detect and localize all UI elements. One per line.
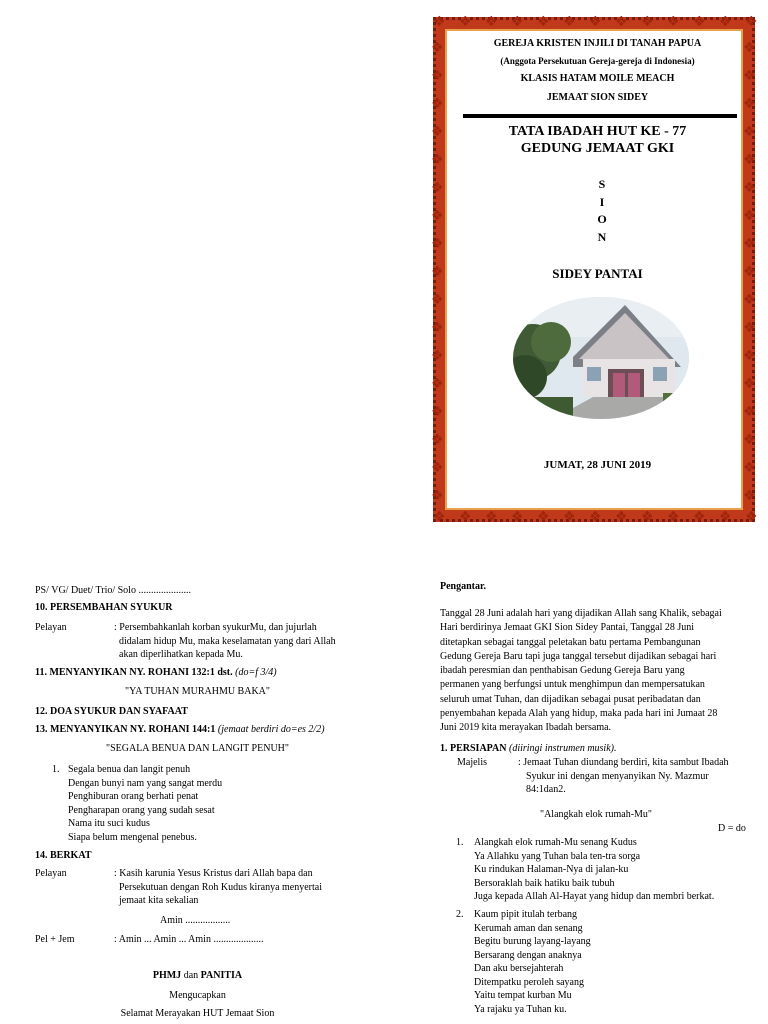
amin-response: : Amin ... Amin ... Amin .................... xyxy=(114,934,264,945)
frame-ornament-icon: ❖ xyxy=(431,124,444,140)
s14-role: Pelayan xyxy=(35,868,67,879)
verse-line: Penghiburan orang berhati penat xyxy=(68,791,199,802)
verse-line: Ya rajaku ya Tuhan ku. xyxy=(474,1003,567,1015)
s10-line-2: didalam hidup Mu, maka keselamatan yang dari Allah xyxy=(119,635,336,647)
closing-phmj: PHMJ xyxy=(152,970,182,981)
frame-ornament-icon: ❖ xyxy=(743,376,756,392)
cover-title-2: GEDUNG JEMAAT GKI xyxy=(520,141,675,156)
section-12-heading: 12. DOA SYUKUR DAN SYAFAAT xyxy=(35,706,188,717)
frame-ornament-icon: ❖ xyxy=(743,460,756,476)
frame-ornament-icon: ❖ xyxy=(563,14,576,30)
s14-line-3: jemaat kita sekalian xyxy=(119,895,199,906)
v1-number: 1. xyxy=(456,837,464,848)
pengantar-line: ibadah peresmian dan penthabisan Gedung Gereja Baru yang xyxy=(440,665,685,677)
verse-line: Bersarang dengan anaknya xyxy=(474,949,582,961)
s14-text xyxy=(114,867,364,908)
section-11-heading xyxy=(35,666,277,680)
song-key: D = do xyxy=(718,823,746,834)
pengantar-line: Hari berdirinya Jemaat GKI Sion Sidey Pantai, Tanggal 28 Juni xyxy=(440,622,695,634)
s13-note: (jemaat berdiri do=es 2/2) xyxy=(217,724,325,735)
frame-ornament-icon: ❖ xyxy=(459,509,472,525)
frame-ornament-icon: ❖ xyxy=(743,236,756,252)
s10-role: Pelayan xyxy=(35,622,67,633)
frame-ornament-icon: ❖ xyxy=(667,14,680,30)
frame-ornament-icon: ❖ xyxy=(431,180,444,196)
s14-line-2: Persekutuan dengan Roh Kudus kiranya menyertai xyxy=(119,881,323,893)
verse-line: Siapa belum mengenal penebus. xyxy=(68,831,197,843)
frame-ornament-icon: ❖ xyxy=(431,96,444,112)
pengantar-line: permanen yang berfungsi untuk menghimpun dan mempersatukan xyxy=(440,679,705,691)
pengantar-line: Juni 2019 kita merayakan Ibadah bersama. xyxy=(440,722,612,734)
pengantar-line: Tanggal 28 Juni adalah hari yang dijadikan Allah sang Khalik, sebagai xyxy=(440,608,722,619)
frame-ornament-icon: ❖ xyxy=(563,509,576,525)
frame-ornament-icon: ❖ xyxy=(431,348,444,364)
frame-ornament-icon: ❖ xyxy=(511,14,524,30)
verse-line: Nama itu suci kudus xyxy=(68,818,150,829)
frame-ornament-icon: ❖ xyxy=(431,68,444,84)
pengantar-heading: Pengantar. xyxy=(440,581,487,592)
frame-ornament-icon: ❖ xyxy=(431,292,444,308)
verse-line: Kaum pipit itulah terbang xyxy=(474,909,578,920)
letter-o: O xyxy=(597,212,607,226)
frame-ornament-icon: ❖ xyxy=(431,460,444,476)
verse-line: Bersoraklah baik hatiku baik tubuh xyxy=(474,877,615,889)
cover-title-1: TATA IBADAH HUT KE - 77 xyxy=(508,124,687,139)
frame-ornament-icon: ❖ xyxy=(589,509,602,525)
s1-note: (diiringi instrumen musik). xyxy=(508,743,617,754)
frame-ornament-icon: ❖ xyxy=(431,432,444,448)
closing-dan: dan xyxy=(183,970,199,981)
s14-role-2: Pel + Jem xyxy=(35,934,75,945)
verse-2 xyxy=(474,908,591,1016)
frame-ornament-icon: ❖ xyxy=(433,509,446,525)
frame-ornament-icon: ❖ xyxy=(743,264,756,280)
verse-line: Begitu burung layang-layang xyxy=(474,936,591,947)
frame-ornament-icon: ❖ xyxy=(485,509,498,525)
section-10-heading: 10. PERSEMBAHAN SYUKUR xyxy=(35,602,173,613)
frame-ornament-icon: ❖ xyxy=(743,180,756,196)
frame-ornament-icon: ❖ xyxy=(589,14,602,30)
letter-n: N xyxy=(597,229,607,244)
s1-role: Majelis xyxy=(457,757,487,768)
s10-line-3: akan diperlihatkan kepada Mu. xyxy=(119,649,243,660)
section-14-heading: 14. BERKAT xyxy=(35,850,92,861)
frame-ornament-icon: ❖ xyxy=(743,404,756,420)
song-title: "Alangkah elok rumah-Mu" xyxy=(539,809,653,820)
amin-line: Amin .................. xyxy=(160,915,231,926)
pengantar-paragraph xyxy=(440,607,752,736)
frame-ornament-icon: ❖ xyxy=(431,404,444,420)
frame-ornament-icon: ❖ xyxy=(743,208,756,224)
verse-line: Alangkah elok rumah-Mu senang Kudus xyxy=(474,837,637,848)
church-name: GEREJA KRISTEN INJILI DI TANAH PAPUA xyxy=(493,38,702,49)
frame-ornament-icon: ❖ xyxy=(537,14,550,30)
frame-ornament-icon: ❖ xyxy=(485,14,498,30)
pengantar-line: Gedung Gereja Baru tapi juga tanggal tersebut dijadikan sebagai hari xyxy=(440,650,717,662)
frame-ornament-icon: ❖ xyxy=(431,488,444,504)
verse-1 xyxy=(474,836,714,904)
s13-heading-text: 13. MENYANYIKAN NY. ROHANI 144:1 xyxy=(35,724,216,735)
klasis: KLASIS HATAM MOILE MEACH xyxy=(520,73,675,84)
church-photo xyxy=(513,297,689,419)
jemaat: JEMAAT SION SIDEY xyxy=(546,92,649,103)
frame-ornament-icon: ❖ xyxy=(743,320,756,336)
verse-line: Ku rindukan Halaman-Nya di jalan-ku xyxy=(474,864,629,875)
s13-verse-number: 1. xyxy=(52,764,60,775)
cover-date: JUMAT, 28 JUNI 2019 xyxy=(543,459,652,471)
verse-line: Dengan bunyi nam yang sangat merdu xyxy=(68,777,223,789)
v2-number: 2. xyxy=(456,909,464,920)
verse-line: Ya Allahku yang Tuhan bala ten-tra sorga xyxy=(474,850,641,862)
frame-ornament-icon: ❖ xyxy=(641,14,654,30)
frame-ornament-icon: ❖ xyxy=(743,292,756,308)
frame-ornament-icon: ❖ xyxy=(719,14,732,30)
frame-ornament-icon: ❖ xyxy=(511,509,524,525)
frame-ornament-icon: ❖ xyxy=(615,14,628,30)
s13-verse xyxy=(68,763,222,844)
frame-ornament-icon: ❖ xyxy=(615,509,628,525)
ps-line: PS/ VG/ Duet/ Trio/ Solo ..................... xyxy=(35,585,191,596)
frame-ornament-icon: ❖ xyxy=(743,68,756,84)
frame-ornament-icon: ❖ xyxy=(743,432,756,448)
frame-ornament-icon: ❖ xyxy=(431,152,444,168)
frame-ornament-icon: ❖ xyxy=(743,348,756,364)
frame-ornament-icon: ❖ xyxy=(745,509,758,525)
frame-ornament-icon: ❖ xyxy=(745,14,758,30)
verse-line: Juga kepada Allah Al-Hayat yang hidup dan membri berkat. xyxy=(474,891,715,902)
verse-line: Pengharapan orang yang sudah sesat xyxy=(68,804,215,816)
frame-ornament-icon: ❖ xyxy=(693,14,706,30)
member-of: (Anggota Persekutuan Gereja-gereja di Indonesia) xyxy=(500,56,695,66)
letter-s: S xyxy=(598,177,606,191)
pengantar-line: seluruh umat Tuhan, dan dijadikan sebagai pusat peribadatan dan xyxy=(440,693,701,705)
verse-line: Kerumah aman dan senang xyxy=(474,922,583,934)
frame-ornament-icon: ❖ xyxy=(743,40,756,56)
pengantar-line: penyembahan kepada Alah yang hidup, maka pada hari ini Jumaat 28 xyxy=(440,708,718,720)
s11-song-title: "YA TUHAN MURAHMU BAKA" xyxy=(125,686,270,697)
frame-ornament-icon: ❖ xyxy=(431,40,444,56)
s1-line-3: 84:1dan2. xyxy=(526,784,566,795)
s1-text xyxy=(518,756,756,797)
frame-ornament-icon: ❖ xyxy=(431,208,444,224)
frame-ornament-icon: ❖ xyxy=(431,320,444,336)
s1-heading-text: 1. PERSIAPAN xyxy=(440,743,507,754)
s14-line-1: : Kasih karunia Yesus Kristus dari Allah bapa dan xyxy=(114,868,313,879)
cover-place: SIDEY PANTAI xyxy=(552,266,643,281)
frame-ornament-icon: ❖ xyxy=(431,236,444,252)
frame-ornament-icon: ❖ xyxy=(537,509,550,525)
frame-ornament-icon: ❖ xyxy=(431,376,444,392)
pengantar-line: ditetapkan sebagai tanggal peletakan batu pertama Pembangunan xyxy=(440,636,701,648)
letter-i: I xyxy=(599,194,605,209)
s11-heading-text: 11. MENYANYIKAN NY. ROHANI 132:1 dst. xyxy=(35,667,233,678)
s1-line-2: Syukur ini dengan menyanyikan Ny. Mazmur xyxy=(526,770,709,782)
verse-line: Yaitu tempat kurban Mu xyxy=(474,990,572,1001)
verse-line: Dan aku bersejahterah xyxy=(474,963,564,974)
frame-ornament-icon: ❖ xyxy=(693,509,706,525)
frame-ornament-icon: ❖ xyxy=(743,488,756,504)
frame-ornament-icon: ❖ xyxy=(459,14,472,30)
s1-line-1: : Jemaat Tuhan diundang berdiri, kita sambut Ibadah xyxy=(518,757,729,768)
s13-song-title: "SEGALA BENUA DAN LANGIT PENUH" xyxy=(106,743,289,754)
frame-ornament-icon: ❖ xyxy=(431,264,444,280)
closing-line-2: Mengucapkan xyxy=(169,990,226,1001)
frame-ornament-icon: ❖ xyxy=(743,152,756,168)
frame-ornament-icon: ❖ xyxy=(719,509,732,525)
s11-note: (do=f 3/4) xyxy=(235,667,277,678)
frame-ornament-icon: ❖ xyxy=(743,96,756,112)
verse-line: Segala benua dan langit penuh xyxy=(68,764,191,775)
s10-line-1: : Persembahkanlah korban syukurMu, dan jujurlah xyxy=(114,622,317,633)
s10-text xyxy=(114,621,360,662)
section-1-heading xyxy=(440,742,616,756)
cover-vertical-letters xyxy=(590,176,614,246)
section-13-heading xyxy=(35,723,325,737)
frame-ornament-icon: ❖ xyxy=(433,14,446,30)
verse-line: Ditempatku peroleh sayang xyxy=(474,976,584,988)
frame-ornament-icon: ❖ xyxy=(743,124,756,140)
closing-panitia: PANITIA xyxy=(200,970,243,981)
frame-ornament-icon: ❖ xyxy=(641,509,654,525)
closing-line-1 xyxy=(35,969,360,983)
cover-rule xyxy=(463,114,737,118)
frame-ornament-icon: ❖ xyxy=(667,509,680,525)
closing-line-3: Selamat Merayakan HUT Jemaat Sion xyxy=(120,1008,275,1019)
